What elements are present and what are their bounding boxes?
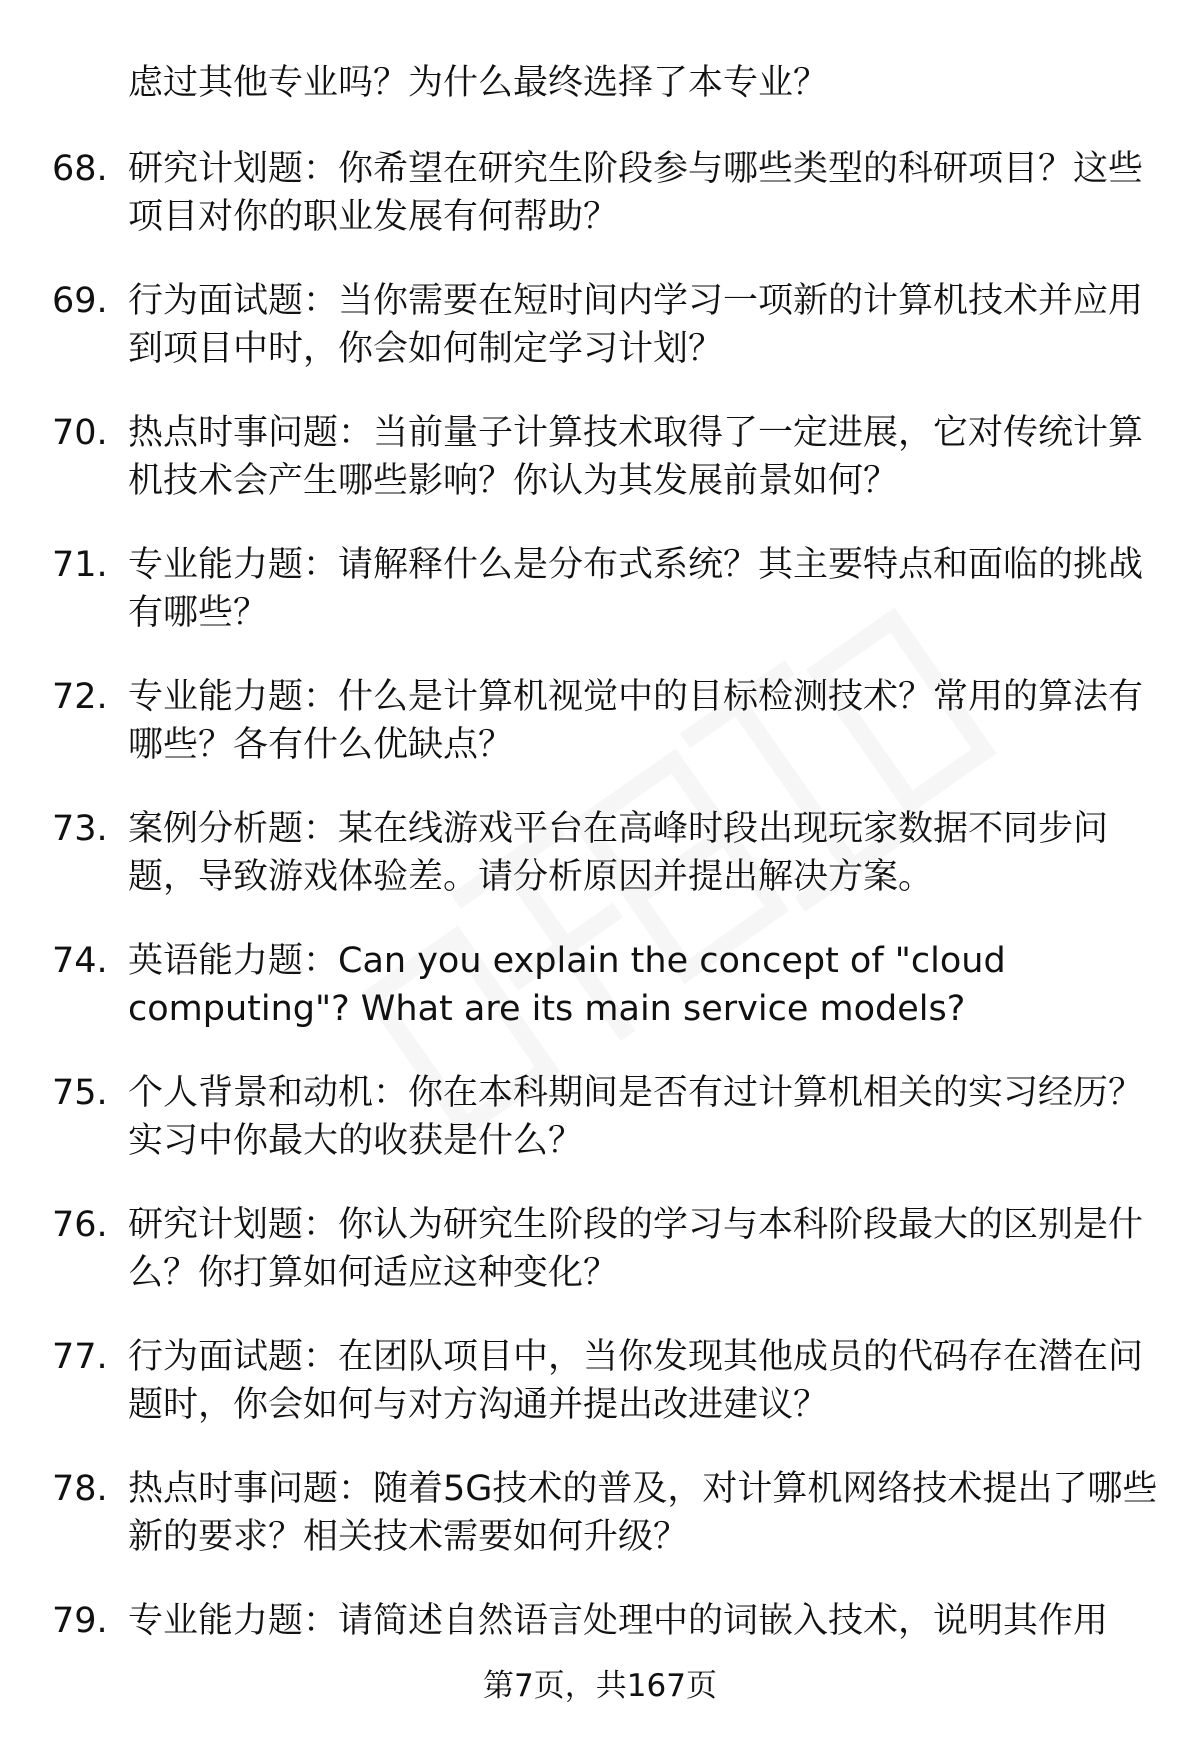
question-number: 72.: [52, 677, 108, 717]
list-item: [0, 541, 1200, 673]
question-text: 专业能力题：请简述自然语言处理中的词嵌入技术，说明其作用: [128, 1601, 1109, 1641]
question-list: [0, 145, 1200, 1729]
question-text: 研究计划题：你希望在研究生阶段参与哪些类型的科研项目？这些项目对你的职业发展有何帮助？: [128, 149, 1144, 237]
question-number: 78.: [52, 1469, 108, 1509]
question-number: 75.: [52, 1073, 108, 1113]
question-text: 行为面试题：当你需要在短时间内学习一项新的计算机技术并应用到项目中时，你会如何制定学习计划？: [128, 281, 1144, 369]
question-number: 79.: [52, 1601, 108, 1641]
question-text: 研究计划题：你认为研究生阶段的学习与本科阶段最大的区别是什么？你打算如何适应这种变化？: [128, 1205, 1144, 1293]
question-text: 英语能力题：Can you explain the concept of "cloud computing"? What are its main service models?: [128, 941, 1006, 1029]
list-item: [0, 277, 1200, 409]
question-text: 专业能力题：什么是计算机视觉中的目标检测技术？常用的算法有哪些？各有什么优缺点？: [128, 677, 1144, 765]
question-text: 行为面试题：在团队项目中，当你发现其他成员的代码存在潜在问题时，你会如何与对方沟通并提出改进建议？: [128, 1337, 1144, 1425]
question-number: 68.: [52, 149, 108, 189]
list-item: [0, 1069, 1200, 1201]
question-number: 71.: [52, 545, 108, 585]
continued-question-text: 虑过其他专业吗？为什么最终选择了本专业？: [128, 63, 829, 103]
list-item: [0, 1201, 1200, 1333]
question-text: 热点时事问题：随着5G技术的普及，对计算机网络技术提出了哪些新的要求？相关技术需要如何升级？: [128, 1469, 1158, 1557]
list-item: [0, 145, 1200, 277]
question-text: 案例分析题：某在线游戏平台在高峰时段出现玩家数据不同步问题，导致游戏体验差。请分析原因并提出解决方案。: [128, 809, 1109, 897]
list-item: [0, 1333, 1200, 1465]
question-number: 73.: [52, 809, 108, 849]
question-number: 69.: [52, 281, 108, 321]
list-item: [0, 1597, 1200, 1729]
question-text: 热点时事问题：当前量子计算技术取得了一定进展，它对传统计算机技术会产生哪些影响？你认为其发展前景如何？: [128, 413, 1144, 501]
list-item: [0, 1465, 1200, 1597]
list-item: [0, 409, 1200, 541]
question-number: 74.: [52, 941, 108, 981]
question-number: 77.: [52, 1337, 108, 1377]
question-text: 专业能力题：请解释什么是分布式系统？其主要特点和面临的挑战有哪些？: [128, 545, 1144, 633]
list-item: [0, 805, 1200, 937]
question-number: 76.: [52, 1205, 108, 1245]
list-item: [0, 937, 1200, 1069]
page-footer: 第7页，共167页: [483, 1668, 717, 1704]
question-number: 70.: [52, 413, 108, 453]
list-item: [0, 673, 1200, 805]
question-text: 个人背景和动机：你在本科期间是否有过计算机相关的实习经历？实习中你最大的收获是什么？: [128, 1073, 1144, 1161]
